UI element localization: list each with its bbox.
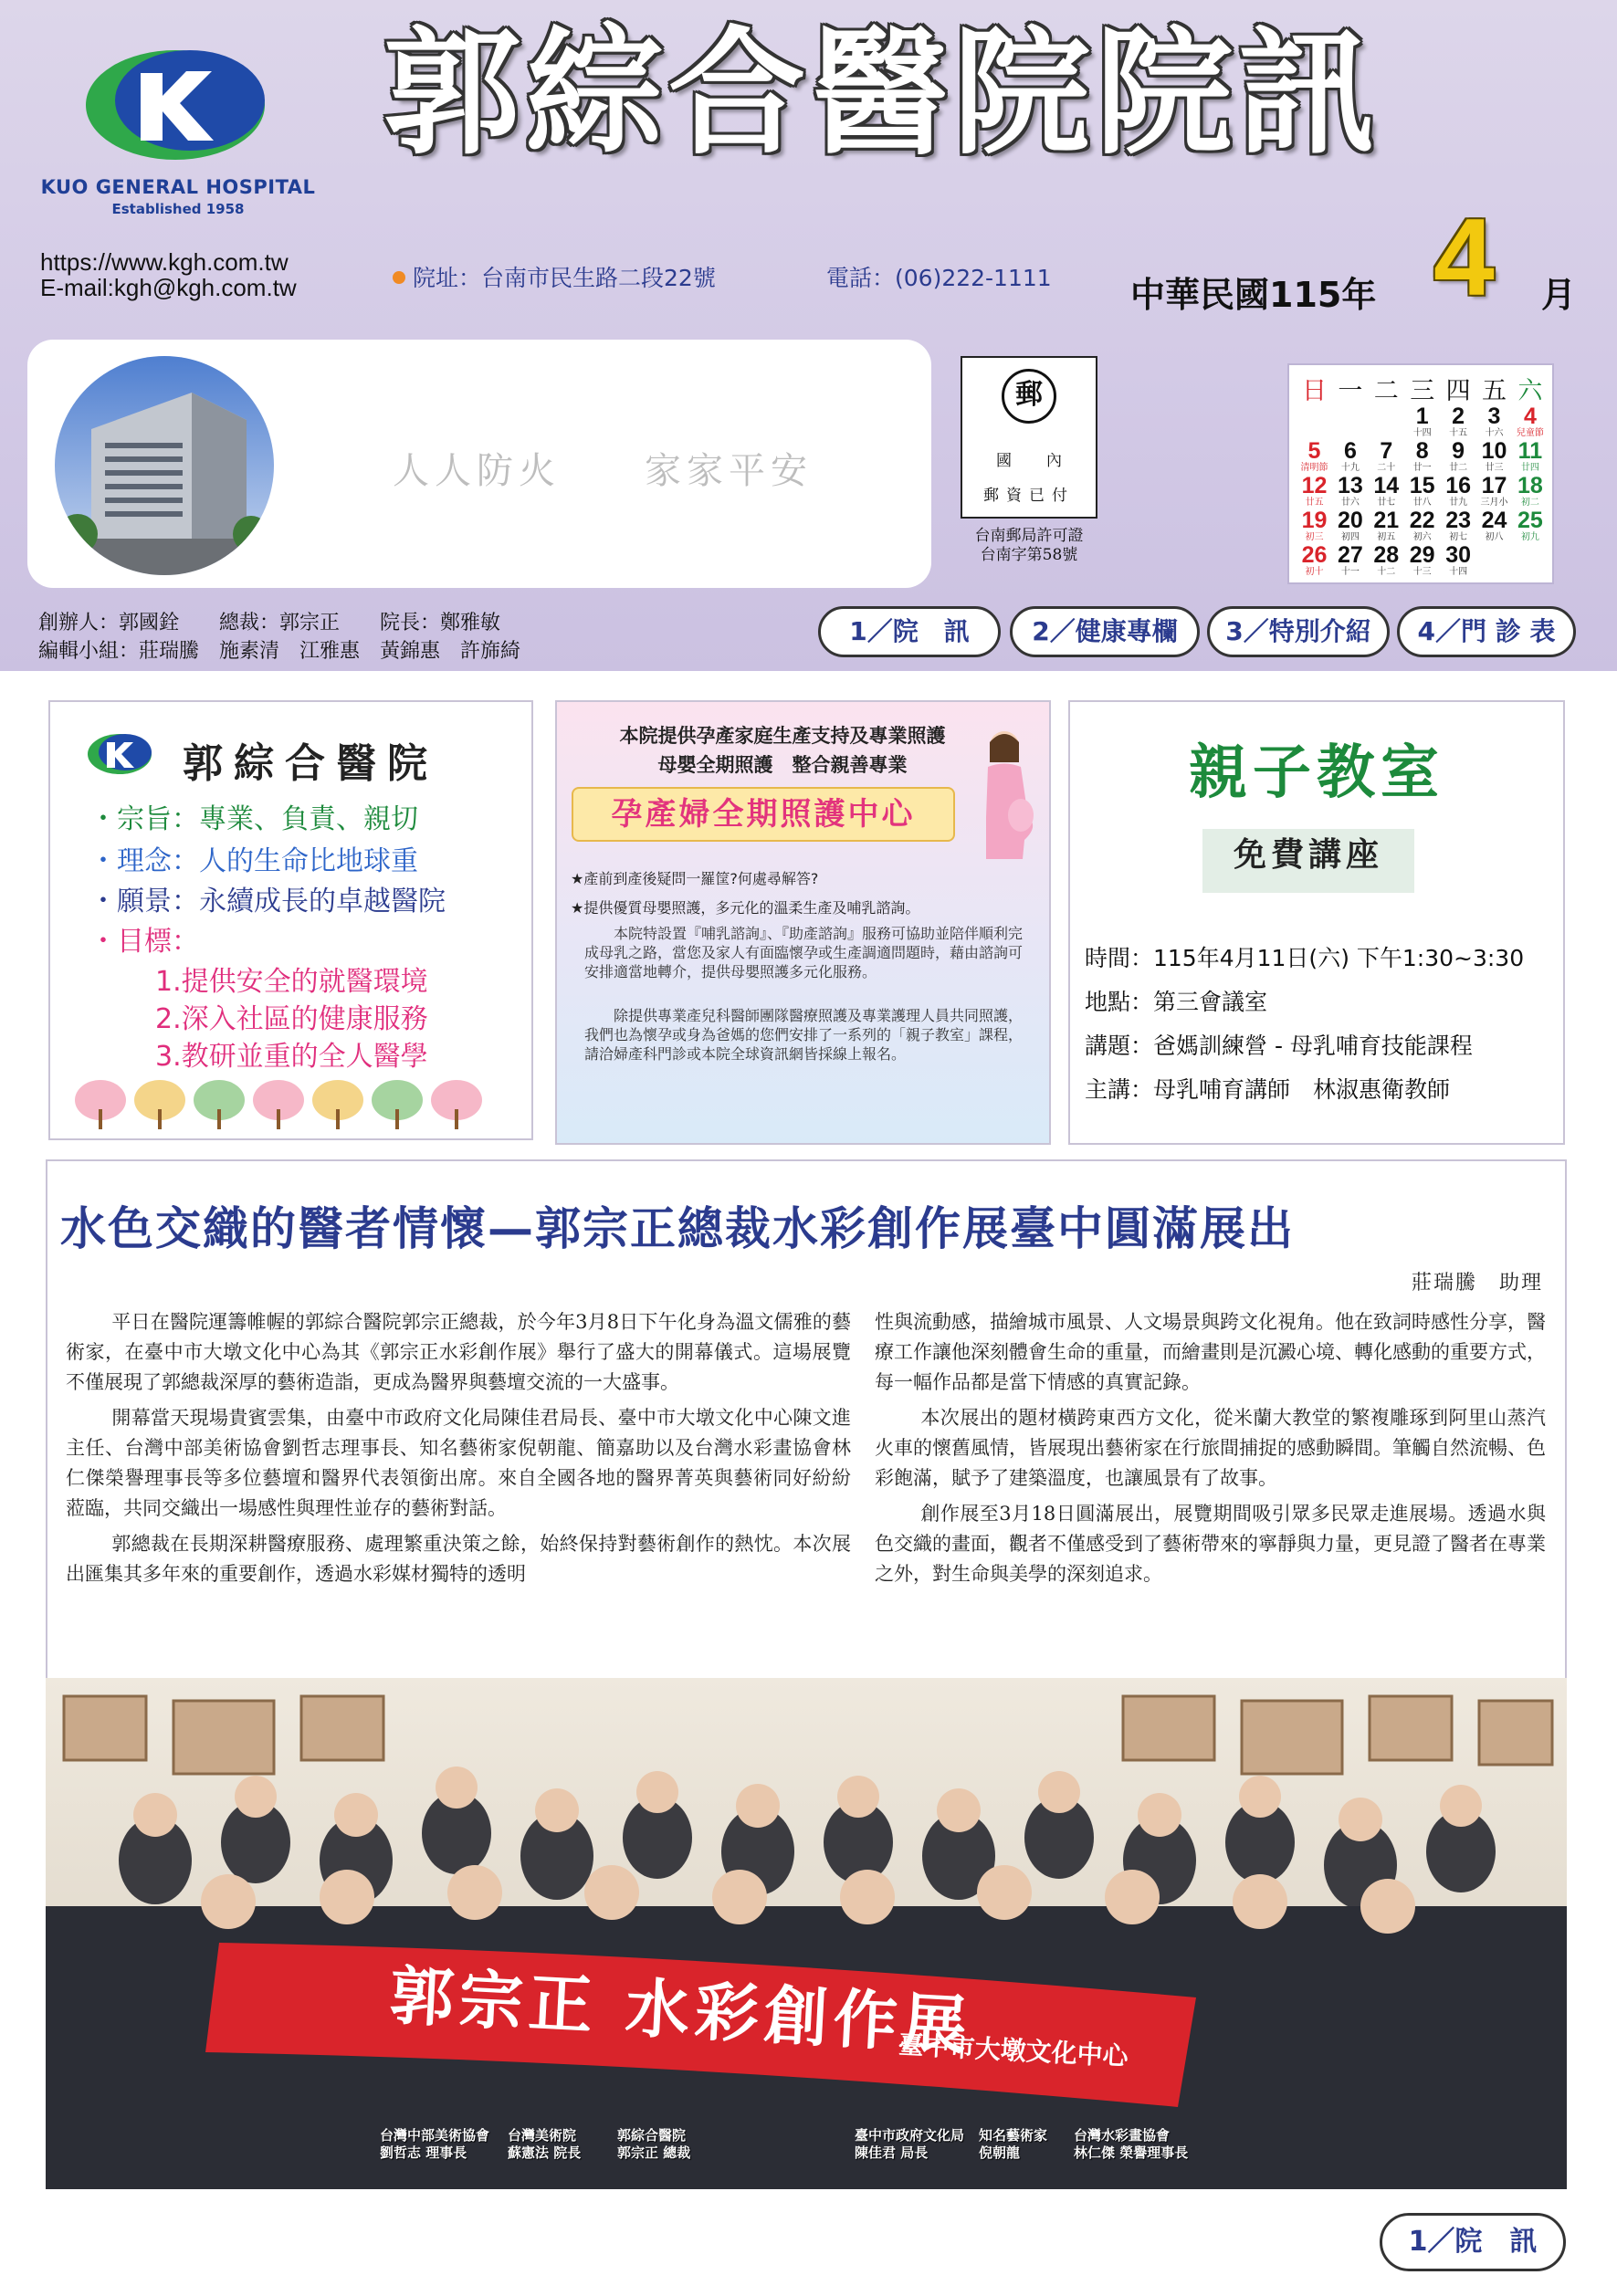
calendar-day-number: 27 — [1337, 542, 1363, 568]
calendar-weekday: 日 — [1302, 377, 1327, 405]
calendar-lunar-date: 廿一 — [1412, 463, 1432, 473]
decorative-trees-icon — [73, 1077, 511, 1132]
calendar-day — [1441, 405, 1476, 438]
calendar-lunar-date: 十九 — [1340, 463, 1360, 473]
calendar-day-number: 18 — [1517, 473, 1543, 498]
calendar-lunar-date: 廿二 — [1449, 463, 1468, 473]
calendar-week-row — [1297, 473, 1549, 508]
calendar-day — [1332, 509, 1368, 542]
nav-page-4[interactable]: 4／門 診 表 — [1397, 606, 1576, 657]
issue-date: 中華民國115年 — [1130, 275, 1377, 315]
bullet-dot-icon — [393, 271, 405, 284]
calendar-day-number: 6 — [1343, 438, 1357, 464]
calendar-lunar-date: 十二 — [1377, 567, 1396, 577]
calendar-day-number: 14 — [1373, 473, 1400, 498]
calendar-week-row — [1297, 438, 1549, 473]
maternity-paragraph-1: 本院特設置『哺乳諮詢』、『助產諮詢』服務可協助並陪伴順利完成母乳之路，當您及家人有面臨懷孕或生產調適問題時，藉由諮詢可安排適當地轉介，提供母嬰照護多元化服務。 — [584, 925, 1024, 980]
calendar-lunar-date: 廿五 — [1305, 498, 1324, 508]
footer-page-label[interactable]: 1／院 訊 — [1380, 2213, 1566, 2271]
calendar-day-number: 2 — [1452, 404, 1465, 429]
hospital-logo-icon — [84, 46, 267, 164]
maternity-bullet-1: ★產前到產後疑問一羅筐?何處尋解答? — [571, 870, 819, 887]
calendar-day — [1332, 440, 1368, 473]
calendar-day — [1332, 544, 1368, 577]
article-column-1 — [66, 1307, 851, 1595]
hospital-name-en: KUO GENERAL HOSPITAL — [40, 176, 316, 198]
mission-concept: ・理念：人的生命比地球重 — [89, 845, 418, 877]
article-paragraph: 本次展出的題材橫跨東西方文化，從米蘭大教堂的繁複雕琢到阿里山蒸汽火車的懷舊風情，皆展現出藝術家在行旅間捕捉的感動瞬間。筆觸自然流暢、色彩飽滿，賦予了建築溫度，也讓風景有了故事。 — [875, 1407, 1546, 1489]
staff-credits: 創辦人：郭國銓 總裁：郭宗正 院長：鄭雅敏 — [38, 612, 501, 634]
calendar-lunar-date: 十三 — [1412, 567, 1432, 577]
mission-goal-1: 1.提供安全的就醫環境 — [155, 966, 428, 998]
calendar-lunar-date: 廿七 — [1377, 498, 1396, 508]
postal-permit-number: 台南字第58號 — [980, 546, 1078, 564]
caption-name: 郭宗正 總裁 — [617, 2144, 691, 2161]
phone-number: 電話：(06)222-1111 — [826, 265, 1052, 291]
maternity-paragraph-2: 除提供專業產兒科醫師團隊醫療照護及專業護理人員共同照護，我們也為懷孕或身為爸媽的您們安排了一系列的「親子教室」課程，請洽婦產科門診或本院全球資訊網皆採線上報名。 — [584, 1007, 1024, 1063]
calendar-day-number: 8 — [1415, 438, 1429, 464]
calendar-day — [1404, 405, 1440, 438]
calendar-day-number: 3 — [1487, 404, 1501, 429]
calendar-weekday: 一 — [1338, 377, 1363, 405]
calendar-day-number: 9 — [1452, 438, 1465, 464]
postal-paid: 郵資已付 — [983, 487, 1075, 505]
class-place: 地點：第三會議室 — [1085, 989, 1268, 1015]
mission-box-title: 郭綜合醫院 — [183, 740, 438, 787]
calendar-lunar-date: 三月小 — [1480, 498, 1508, 508]
maternity-intro-1: 本院提供孕產家庭生產支持及專業照護 — [619, 725, 946, 747]
calendar-day-number: 11 — [1517, 438, 1543, 464]
email-link[interactable]: E-mail:kgh@kgh.com.tw — [40, 274, 297, 301]
calendar-lunar-date: 初五 — [1377, 532, 1396, 542]
calendar-day — [1476, 405, 1512, 438]
article-column-2 — [875, 1307, 1546, 1595]
calendar-weekday: 三 — [1410, 377, 1435, 405]
class-topic: 講題：爸媽訓練營 - 母乳哺育技能課程 — [1085, 1033, 1473, 1059]
calendar-day — [1441, 475, 1476, 508]
calendar-lunar-date: 廿三 — [1485, 463, 1504, 473]
caption-org: 台灣美術院 — [508, 2127, 577, 2144]
article-paragraph: 平日在醫院運籌帷幄的郭綜合醫院郭宗正總裁，於今年3月8日下午化身為溫文儒雅的藝術家，在臺中市大墩文化中心為其《郭宗正水彩創作展》舉行了盛大的開幕儀式。這場展覽不僅展現了郭總裁深厚的藝術造詣，更成為醫界與藝壇交流的一大盛事。 — [66, 1311, 851, 1393]
calendar-day — [1297, 475, 1332, 508]
photo-caption — [1074, 2127, 1188, 2162]
photo-caption — [855, 2127, 964, 2162]
hospital-building-image — [55, 356, 274, 575]
photo-caption — [380, 2127, 489, 2162]
caption-name: 陳佳君 局長 — [855, 2144, 929, 2161]
photo-banner-venue: 臺中市大墩文化中心 — [898, 2029, 1129, 2072]
class-time: 時間：115年4月11日(六) 下午1:30~3:30 — [1085, 945, 1525, 971]
hospital-logo-small-icon — [87, 733, 152, 775]
calendar-lunar-date: 初三 — [1305, 532, 1324, 542]
calendar-day-number: 10 — [1481, 438, 1507, 464]
calendar-lunar-date: 廿九 — [1449, 498, 1468, 508]
calendar-lunar-date: 十一 — [1340, 567, 1360, 577]
calendar-day — [1369, 475, 1404, 508]
address — [393, 260, 716, 293]
caption-org: 郭綜合醫院 — [617, 2127, 687, 2144]
calendar-day — [1404, 440, 1440, 473]
calendar-day — [1332, 475, 1368, 508]
calendar-weekday: 二 — [1373, 377, 1399, 405]
calendar-day-number: 26 — [1301, 542, 1328, 568]
issue-month-suffix: 月 — [1541, 275, 1577, 315]
calendar-lunar-date: 兒童節 — [1516, 428, 1544, 438]
caption-org: 臺中市政府文化局 — [855, 2127, 965, 2144]
calendar-lunar-date: 十六 — [1485, 428, 1504, 438]
calendar-day — [1476, 475, 1512, 508]
article-paragraph: 性與流動感，描繪城市風景、人文場景與跨文化視角。他在致詞時感性分享，醫療工作讓他深刻體會生命的重量，而繪畫則是沉澱心境、轉化感動的重要方式，每一幅作品都是當下情感的真實記錄。 — [875, 1311, 1546, 1393]
calendar-lunar-date: 初八 — [1485, 532, 1504, 542]
calendar-day — [1404, 509, 1440, 542]
website-link[interactable]: https://www.kgh.com.tw — [40, 248, 289, 276]
calendar-day — [1297, 544, 1332, 577]
calendar-day-number: 30 — [1445, 542, 1471, 568]
calendar-day — [1512, 440, 1548, 473]
mission-purpose: ・宗旨：專業、負責、親切 — [89, 803, 418, 835]
calendar-day-number: 4 — [1523, 404, 1537, 429]
caption-name: 倪朝龍 — [979, 2144, 1021, 2161]
class-speaker: 主講：母乳哺育講師 林淑惠衛教師 — [1085, 1076, 1451, 1103]
calendar-day — [1369, 509, 1404, 542]
photo-caption — [617, 2127, 690, 2162]
article-paragraph: 創作展至3月18日圓滿展出，展覽期間吸引眾多民眾走進展場。透過水與色交織的畫面，觀者不僅感受到了藝術帶來的寧靜與力量，更見證了醫者在專業之外，對生命與美學的深刻追求。 — [875, 1503, 1546, 1585]
calendar-day — [1441, 440, 1476, 473]
calendar-day-number: 1 — [1415, 404, 1429, 429]
calendar-lunar-date: 二十 — [1377, 463, 1396, 473]
issue-month: 4 — [1433, 196, 1495, 319]
article-paragraph: 開幕當天現場貴賓雲集，由臺中市政府文化局陳佳君局長、臺中市大墩文化中心陳文進主任、台灣中部美術協會劉哲志理事長、知名藝術家倪朝龍、簡嘉助以及台灣水彩畫協會林仁傑榮譽理事長等多位藝壇和醫界代表領銜出席。來自全國各地的醫界菁英與藝術同好紛紛蒞臨，共同交織出一場感性與理性並存的藝術對話。 — [66, 1407, 851, 1519]
calendar-day-number: 21 — [1373, 508, 1400, 533]
calendar-day-number: 22 — [1409, 508, 1435, 533]
calendar-day — [1369, 544, 1404, 577]
calendar-day — [1441, 544, 1476, 577]
calendar-day — [1369, 440, 1404, 473]
calendar-lunar-date: 初二 — [1520, 498, 1539, 508]
exhibition-group-photo — [46, 1678, 1567, 2189]
nav-page-2[interactable]: 2／健康專欄 — [1010, 606, 1200, 657]
calendar-day — [1476, 509, 1512, 542]
calendar-day-number: 7 — [1380, 438, 1393, 464]
calendar-day-number: 28 — [1373, 542, 1400, 568]
calendar-lunar-date: 廿六 — [1340, 498, 1360, 508]
calendar-lunar-date: 十五 — [1449, 428, 1468, 438]
calendar-day-number: 25 — [1517, 508, 1543, 533]
caption-org: 台灣中部美術協會 — [380, 2127, 490, 2144]
mission-goal-2: 2.深入社區的健康服務 — [155, 1003, 428, 1035]
calendar-day — [1297, 440, 1332, 473]
nav-page-1[interactable]: 1／院 訊 — [818, 606, 1001, 657]
masthead-title: 郭綜合醫院院訊 — [383, 13, 1381, 173]
postal-permit: 台南郵局許可證 — [974, 527, 1084, 545]
calendar-day — [1512, 509, 1548, 542]
calendar-week-row — [1297, 542, 1549, 577]
calendar-day-number: 23 — [1445, 508, 1471, 533]
mission-goals-label: ・目標： — [89, 926, 199, 958]
month-calendar — [1287, 363, 1554, 584]
calendar-lunar-date: 初四 — [1340, 532, 1360, 542]
calendar-day-number: 29 — [1409, 542, 1435, 568]
maternity-bullet-2: ★提供優質母嬰照護，多元化的溫柔生產及哺乳諮詢。 — [571, 899, 920, 917]
calendar-weekday: 六 — [1517, 377, 1543, 405]
caption-org: 台灣水彩畫協會 — [1074, 2127, 1171, 2144]
calendar-week-row — [1297, 508, 1549, 542]
postal-seal-char: 郵 — [1015, 379, 1043, 411]
calendar-day-number: 19 — [1301, 508, 1328, 533]
calendar-lunar-date: 初六 — [1412, 532, 1432, 542]
calendar-day — [1512, 475, 1548, 508]
calendar-lunar-date: 十四 — [1449, 567, 1468, 577]
photo-banner-title: 郭宗正 水彩創作展 — [387, 1956, 974, 2064]
calendar-day-number: 24 — [1481, 508, 1507, 533]
nav-page-3[interactable]: 3／特別介紹 — [1207, 606, 1390, 657]
mission-vision: ・願景：永續成長的卓越醫院 — [89, 886, 446, 917]
article-paragraph: 郭總裁在長期深耕醫療服務、處理繁重決策之餘，始終保持對藝術創作的熱忱。本次展出匯集其多年來的重要創作，透過水彩媒材獨特的透明 — [66, 1533, 851, 1585]
photo-caption — [979, 2127, 1047, 2162]
fire-safety-slogan: 人人防火 家家平安 — [393, 450, 813, 492]
calendar-day — [1404, 475, 1440, 508]
calendar-day-number: 20 — [1337, 508, 1363, 533]
maternity-center-badge: 孕產婦全期照護中心 — [572, 787, 955, 842]
article-author: 莊瑞騰 助理 — [1411, 1272, 1543, 1295]
calendar-day-number: 16 — [1445, 473, 1471, 498]
postal-domestic: 國內 — [996, 452, 1097, 470]
calendar-day-number: 17 — [1481, 473, 1507, 498]
calendar-lunar-date: 清明節 — [1300, 463, 1328, 473]
calendar-day — [1512, 405, 1548, 438]
calendar-lunar-date: 初十 — [1305, 567, 1324, 577]
caption-name: 劉哲志 理事長 — [380, 2144, 467, 2161]
calendar-weekday-row — [1297, 371, 1549, 405]
calendar-day-number: 5 — [1307, 438, 1321, 464]
calendar-week-row — [1297, 404, 1549, 438]
calendar-lunar-date: 十四 — [1412, 428, 1432, 438]
calendar-weekday: 四 — [1445, 377, 1471, 405]
editorial-team: 編輯小組：莊瑞騰 施素清 江雅惠 黃錦惠 許旆綺 — [38, 640, 521, 663]
caption-org: 知名藝術家 — [979, 2127, 1048, 2144]
calendar-day-number: 12 — [1301, 473, 1328, 498]
parenting-class-title: 親子教室 — [1189, 739, 1444, 807]
calendar-day-number: 15 — [1409, 473, 1435, 498]
maternity-intro-2: 母嬰全期照護 整合親善專業 — [657, 754, 908, 776]
established-year: Established 1958 — [111, 201, 245, 217]
pregnant-woman-icon — [968, 726, 1041, 863]
calendar-day-number: 13 — [1337, 473, 1363, 498]
article-title: 水色交織的醫者情懷—郭宗正總裁水彩創作展臺中圓滿展出 — [60, 1202, 1295, 1255]
free-lecture-label: 免費講座 — [1202, 829, 1414, 893]
mission-goal-3: 3.教研並重的全人醫學 — [155, 1041, 428, 1073]
calendar-lunar-date: 廿八 — [1412, 498, 1432, 508]
calendar-weekday: 五 — [1482, 377, 1507, 405]
postal-seal-icon — [1002, 369, 1056, 424]
address-text: 院址：台南市民生路二段22號 — [413, 265, 716, 291]
calendar-day — [1297, 509, 1332, 542]
calendar-day — [1476, 440, 1512, 473]
photo-caption — [508, 2127, 581, 2162]
calendar-lunar-date: 初七 — [1449, 532, 1468, 542]
caption-name: 林仁傑 榮譽理事長 — [1074, 2144, 1189, 2161]
calendar-lunar-date: 初九 — [1520, 532, 1539, 542]
calendar-lunar-date: 廿四 — [1520, 463, 1539, 473]
calendar-day — [1404, 544, 1440, 577]
caption-name: 蘇憲法 院長 — [508, 2144, 582, 2161]
calendar-day — [1441, 509, 1476, 542]
